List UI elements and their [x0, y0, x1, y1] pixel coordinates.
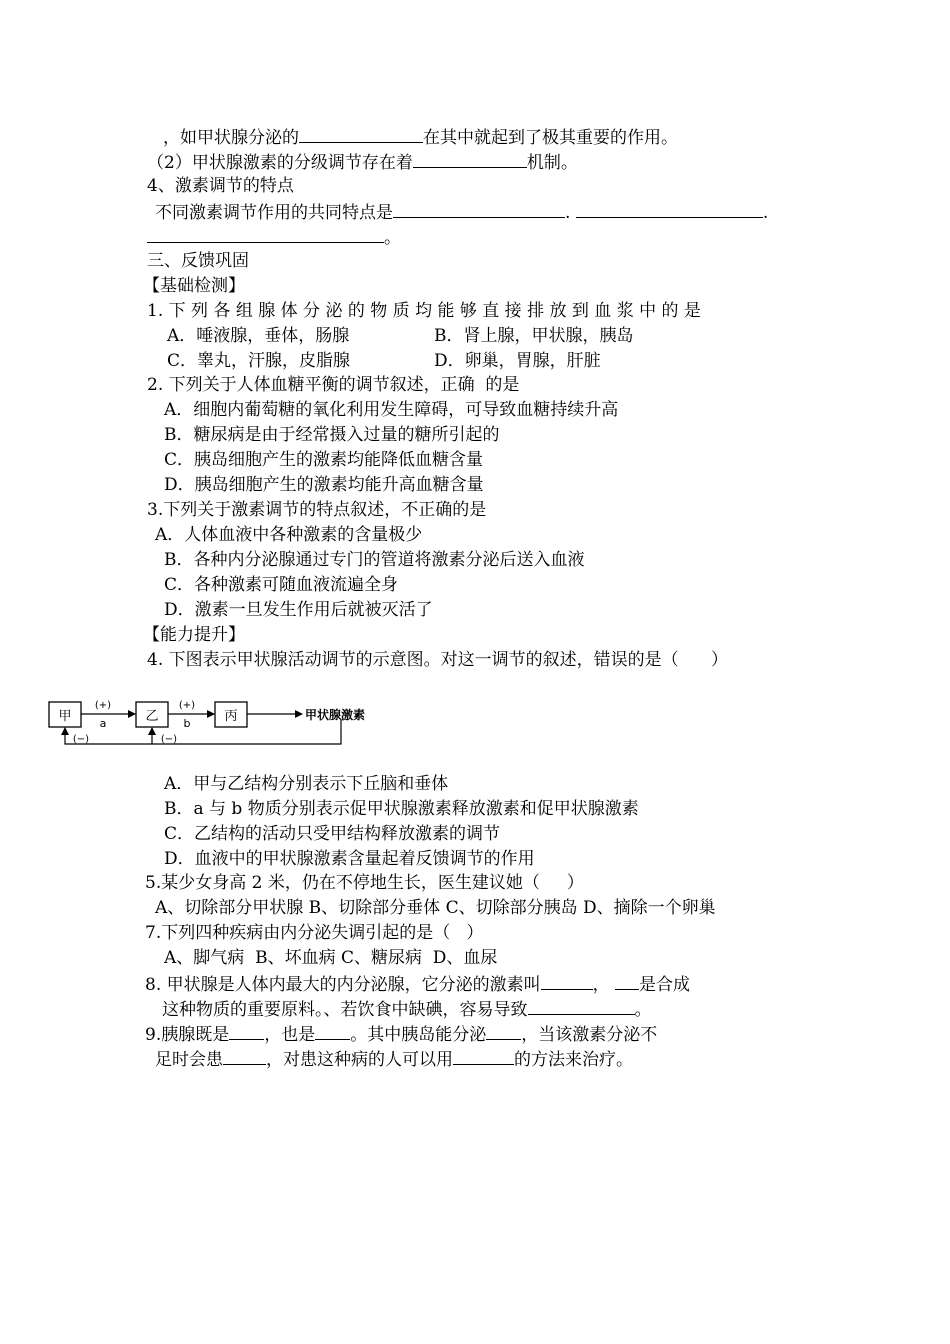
text: 8. 甲状腺是人体内最大的内分泌腺，它分泌的激素叫 [145, 975, 541, 995]
answer-blank[interactable] [576, 200, 763, 218]
option-a[interactable]: A．甲与乙结构分别表示下丘脑和垂体 [164, 774, 449, 794]
text: ， [592, 975, 610, 995]
text: 足时会患 [155, 1050, 223, 1070]
question-1: 1. 下 列 各 组 腺 体 分 泌 的 物 质 均 能 够 直 接 排 放 到 血 浆 中 的 是 [147, 301, 701, 321]
output-label: 甲状腺激素 [305, 708, 366, 722]
question-5-options[interactable]: A、切除部分甲状腺 B、切除部分垂体 C、切除部分胰岛 D、摘除一个卵巢 [155, 898, 716, 918]
option-b[interactable]: B．各种内分泌腺通过专门的管道将激素分泌后送入血液 [164, 550, 585, 570]
text-line [147, 150, 578, 174]
answer-blank[interactable] [229, 1022, 264, 1040]
option-b[interactable]: B．肾上腺，甲状腺，胰岛 [434, 326, 634, 346]
box-bing-label: 丙 [224, 709, 238, 724]
text: 在其中就起到了极其重要的作用。 [423, 128, 678, 148]
feedback-line-to-jia [65, 719, 341, 744]
answer-blank[interactable] [615, 972, 639, 990]
text: 。 [634, 1000, 652, 1020]
text: . [565, 203, 571, 223]
section-heading: 4、激素调节的特点 [147, 176, 294, 196]
answer-blank[interactable] [223, 1047, 266, 1065]
minus-sign: (−) [160, 734, 178, 745]
option-c[interactable]: C．睾丸，汗腺，皮脂腺 [167, 351, 351, 371]
question-9 [145, 1022, 657, 1046]
option-d[interactable]: D．激素一旦发生作用后就被灭活了 [164, 600, 433, 620]
text-line [155, 200, 768, 224]
question-8 [145, 972, 690, 996]
question-2: 2. 下列关于人体血糖平衡的调节叙述，正确 的是 [147, 375, 520, 395]
box-jia-label: 甲 [58, 709, 72, 724]
plus-sign: (+) [94, 700, 112, 711]
answer-blank[interactable] [413, 150, 527, 168]
question-7: 7.下列四种疾病由内分泌失调引起的是（ ） [145, 923, 484, 943]
answer-blank[interactable] [528, 997, 635, 1015]
subsection-heading: 【基础检测】 [143, 276, 245, 296]
text: ，对患这种病的人可以用 [266, 1050, 453, 1070]
text: 这种物质的重要原料。、若饮食中缺碘，容易导致 [162, 1000, 528, 1020]
question-3: 3.下列关于激素调节的特点叙述，不正确的是 [147, 500, 487, 520]
option-b[interactable]: B．a 与 b 物质分别表示促甲状腺激素释放激素和促甲状腺激素 [164, 799, 639, 819]
subsection-heading: 【能力提升】 [143, 625, 245, 645]
label-b: b [183, 717, 191, 730]
text-line [147, 225, 401, 249]
thyroid-regulation-diagram [45, 696, 375, 748]
answer-blank[interactable] [453, 1047, 514, 1065]
answer-blank[interactable] [147, 225, 384, 243]
question-7-options[interactable]: A、脚气病 B、坏血病 C、糖尿病 D、血尿 [164, 948, 498, 968]
question-5: 5.某少女身高 2 米，仍在不停地生长，医生建议她（ ） [145, 873, 584, 893]
text: 。其中胰岛能分泌 [350, 1025, 487, 1045]
answer-blank[interactable] [541, 972, 593, 990]
answer-blank[interactable] [315, 1022, 350, 1040]
text: 的方法来治疗。 [514, 1050, 633, 1070]
question-4: 4. 下图表示甲状腺活动调节的示意图。对这一调节的叙述，错误的是（ ） [147, 650, 729, 670]
text: ，也是 [264, 1025, 316, 1045]
text: 机制。 [526, 153, 578, 173]
text: ，如甲状腺分泌的 [163, 128, 299, 148]
text-line [163, 125, 678, 149]
option-d[interactable]: D．胰岛细胞产生的激素均能升高血糖含量 [164, 475, 484, 495]
option-c[interactable]: C．各种激素可随血液流遍全身 [164, 575, 399, 595]
text: . [762, 203, 769, 223]
answer-blank[interactable] [393, 200, 565, 218]
text: 。 [384, 228, 401, 248]
text: ，当该激素分泌不 [521, 1025, 658, 1045]
option-d[interactable]: D．卵巢，胃腺，肝脏 [434, 351, 601, 371]
option-d[interactable]: D．血液中的甲状腺激素含量起着反馈调节的作用 [164, 849, 535, 869]
plus-sign: (+) [178, 700, 196, 711]
text: 是合成 [639, 975, 691, 995]
option-c[interactable]: C．乙结构的活动只受甲结构释放激素的调节 [164, 824, 501, 844]
box-yi-label: 乙 [145, 709, 159, 724]
answer-blank[interactable] [299, 125, 423, 143]
option-b[interactable]: B．糖尿病是由于经常摄入过量的糖所引起的 [164, 425, 500, 445]
question-8-cont [162, 997, 652, 1021]
text: 9.胰腺既是 [145, 1025, 230, 1045]
text: 不同激素调节作用的共同特点是 [155, 203, 393, 223]
minus-sign: (−) [72, 734, 90, 745]
question-9-cont [155, 1047, 633, 1071]
option-c[interactable]: C．胰岛细胞产生的激素均能降低血糖含量 [164, 450, 484, 470]
text: （2）甲状腺激素的分级调节存在着 [147, 153, 413, 173]
option-a[interactable]: A．唾液腺，垂体，肠腺 [167, 326, 350, 346]
section-heading: 三、反馈巩固 [147, 251, 249, 271]
option-a[interactable]: A．细胞内葡萄糖的氧化利用发生障碍，可导致血糖持续升高 [164, 400, 619, 420]
label-a: a [99, 717, 107, 730]
option-a[interactable]: A．人体血液中各种激素的含量极少 [155, 525, 423, 545]
answer-blank[interactable] [486, 1022, 521, 1040]
